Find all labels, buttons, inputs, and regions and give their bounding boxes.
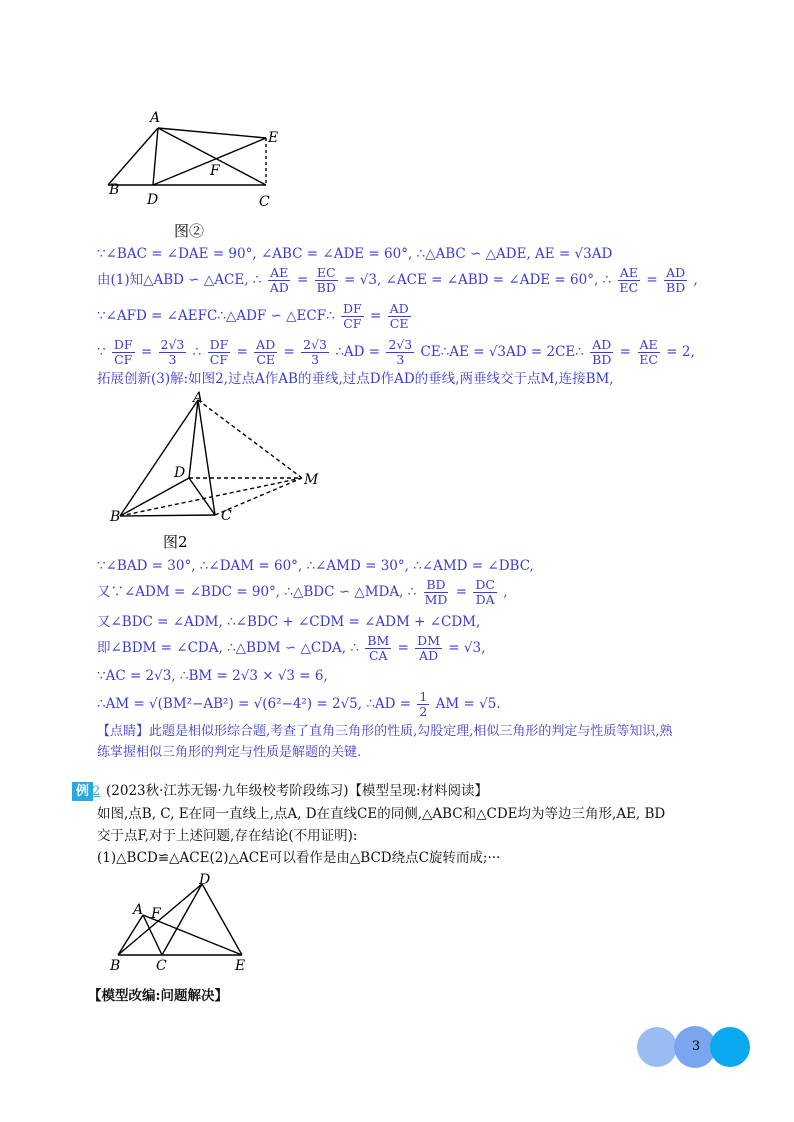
example-label-A: A xyxy=(133,902,144,918)
solution-line-6: ∵∠BAD = 30°, ∴∠DAM = 60°, ∴∠AMD = 30°, ∴∠AMD = ∠DBC, xyxy=(97,558,534,574)
example-label-E: E xyxy=(235,958,246,974)
solution-line-1: ∵∠BAC = ∠DAE = 90°, ∠ABC = ∠ADE = 60°, ∴△ABC ∽ △ADE, AE = √3AD xyxy=(97,246,613,262)
example-label-C: C xyxy=(156,958,167,974)
solution-line-11: ∴AM = √(BM²−AB²) = √(6²−4²) = 2√5, ∴AD = $\frac{1}{2}$ AM = √5. xyxy=(97,689,501,719)
page-circle-right xyxy=(710,1027,750,1067)
fig2b-label-C: C xyxy=(221,508,232,524)
fraction: $\frac{AE}{EC}$ xyxy=(619,265,639,295)
page-circle-left xyxy=(637,1027,677,1067)
page-number: 3 xyxy=(691,1039,701,1054)
fig2a-label-D: D xyxy=(147,192,159,208)
fig2b-label-M: M xyxy=(304,472,319,488)
figure-2-pyramid-diagram xyxy=(100,388,340,538)
fig2b-label-A: A xyxy=(193,390,204,406)
comment-line-2: 练掌握相似三角形的判定与性质是解题的关键. xyxy=(97,745,362,760)
example-triangles-diagram xyxy=(105,870,265,965)
fig2a-label-F: F xyxy=(210,163,220,179)
solution-line-4: ∵ $\frac{DF}{CF}$ = $\frac{2√3}{3}$ ∴ $\frac{DF}{CF}$ = $\frac{AD}{CE}$ = $\frac{2√3}{3}$ ∴AD = $\frac{2√3}{3}$ CE∴AE = √3AD = 2CE∴ $\frac{AD}{BD}$ = $\frac{AE}{EC}$ = 2, xyxy=(97,337,695,367)
example-paragraph-2: 交于点F,对于上述问题,存在结论(不用证明): xyxy=(97,828,358,844)
fraction: $\frac{EC}{BD}$ xyxy=(316,265,336,295)
section-heading: 【模型改编:问题解决】 xyxy=(88,988,228,1004)
solution-line-5: 拓展创新(3)解:如图2,过点A作AB的垂线,过点D作AD的垂线,两垂线交于点M,连接BM, xyxy=(97,371,614,387)
solution-line-3: ∵∠AFD = ∠AEFC∴△ADF ∽ △ECF∴ $\frac{DF}{CF}$ = $\frac{AD}{CE}$ xyxy=(97,301,409,331)
solution-line-9: 即∠BDM = ∠CDA, ∴△BDM ∽ △CDA, ∴ $\frac{BM}{CA}$ = $\frac{DM}{AD}$ = √3, xyxy=(97,633,486,663)
fig2a-label-B: B xyxy=(109,182,120,198)
solution-line-8: 又∠BDC = ∠ADM, ∴∠BDC + ∠CDM = ∠ADM + ∠CDM, xyxy=(97,614,481,630)
fraction: $\frac{AD}{CE}$ xyxy=(389,301,409,331)
fig2a-label-E: E xyxy=(268,130,279,146)
example-label-F: F xyxy=(151,906,161,922)
solution-line-10: ∵AC = 2√3, ∴BM = 2√3 × √3 = 6, xyxy=(97,668,328,684)
solution-line-2: 由(1)知△ABD ∽ △ACE, ∴ $\frac{AE}{AD}$ = $\frac{EC}{BD}$ = √3, ∠ACE = ∠ABD = ∠ADE = 60°, ∴ $\frac{AE}{EC}$ = $\frac{AD}{BD}$ , xyxy=(97,265,698,295)
comment-line-1: 【点睛】此题是相似形综合题,考查了直角三角形的性质,勾股定理,相似三角形的判定与性质等知识,熟 xyxy=(97,724,673,739)
fig2b-label-B: B xyxy=(110,509,121,525)
fraction: $\frac{AD}{BD}$ xyxy=(666,265,686,295)
line2-lead: 由(1)知△ABD ∽ △ACE, ∴ xyxy=(97,272,262,288)
example-paragraph-1: 如图,点B, C, E在同一直线上,点A, D在直线CE的同侧,△ABC和△CDE均为等边三角形,AE, BD xyxy=(97,806,666,822)
solution-line-7: 又∵∠ADM = ∠BDC = 90°, ∴△BDC ∽ △MDA, ∴ $\frac{BD}{MD}$ = $\frac{DC}{DA}$ , xyxy=(97,577,508,607)
example-tag: 例 xyxy=(72,782,93,801)
fig2a-label-C: C xyxy=(259,194,270,210)
fig2b-caption: 图2 xyxy=(163,533,188,551)
fig2b-label-D: D xyxy=(174,465,186,481)
example-number: 2 xyxy=(92,784,101,799)
example-label-B: B xyxy=(110,958,121,974)
fraction: $\frac{AE}{AD}$ xyxy=(269,265,289,295)
fig2a-label-A: A xyxy=(150,110,161,126)
example-paragraph-3: (1)△BCD≌△ACE(2)△ACE可以看作是由△BCD绕点C旋转而成;··· xyxy=(97,850,501,866)
fraction: $\frac{DF}{CF}$ xyxy=(342,301,362,331)
figure-2-rectangle-diagram xyxy=(100,108,300,238)
example-header: (2023秋·江苏无锡·九年级校考阶段练习)【模型呈现:材料阅读】 xyxy=(106,783,489,799)
example-label-D: D xyxy=(199,872,211,888)
fig2a-caption: 图② xyxy=(174,222,205,240)
